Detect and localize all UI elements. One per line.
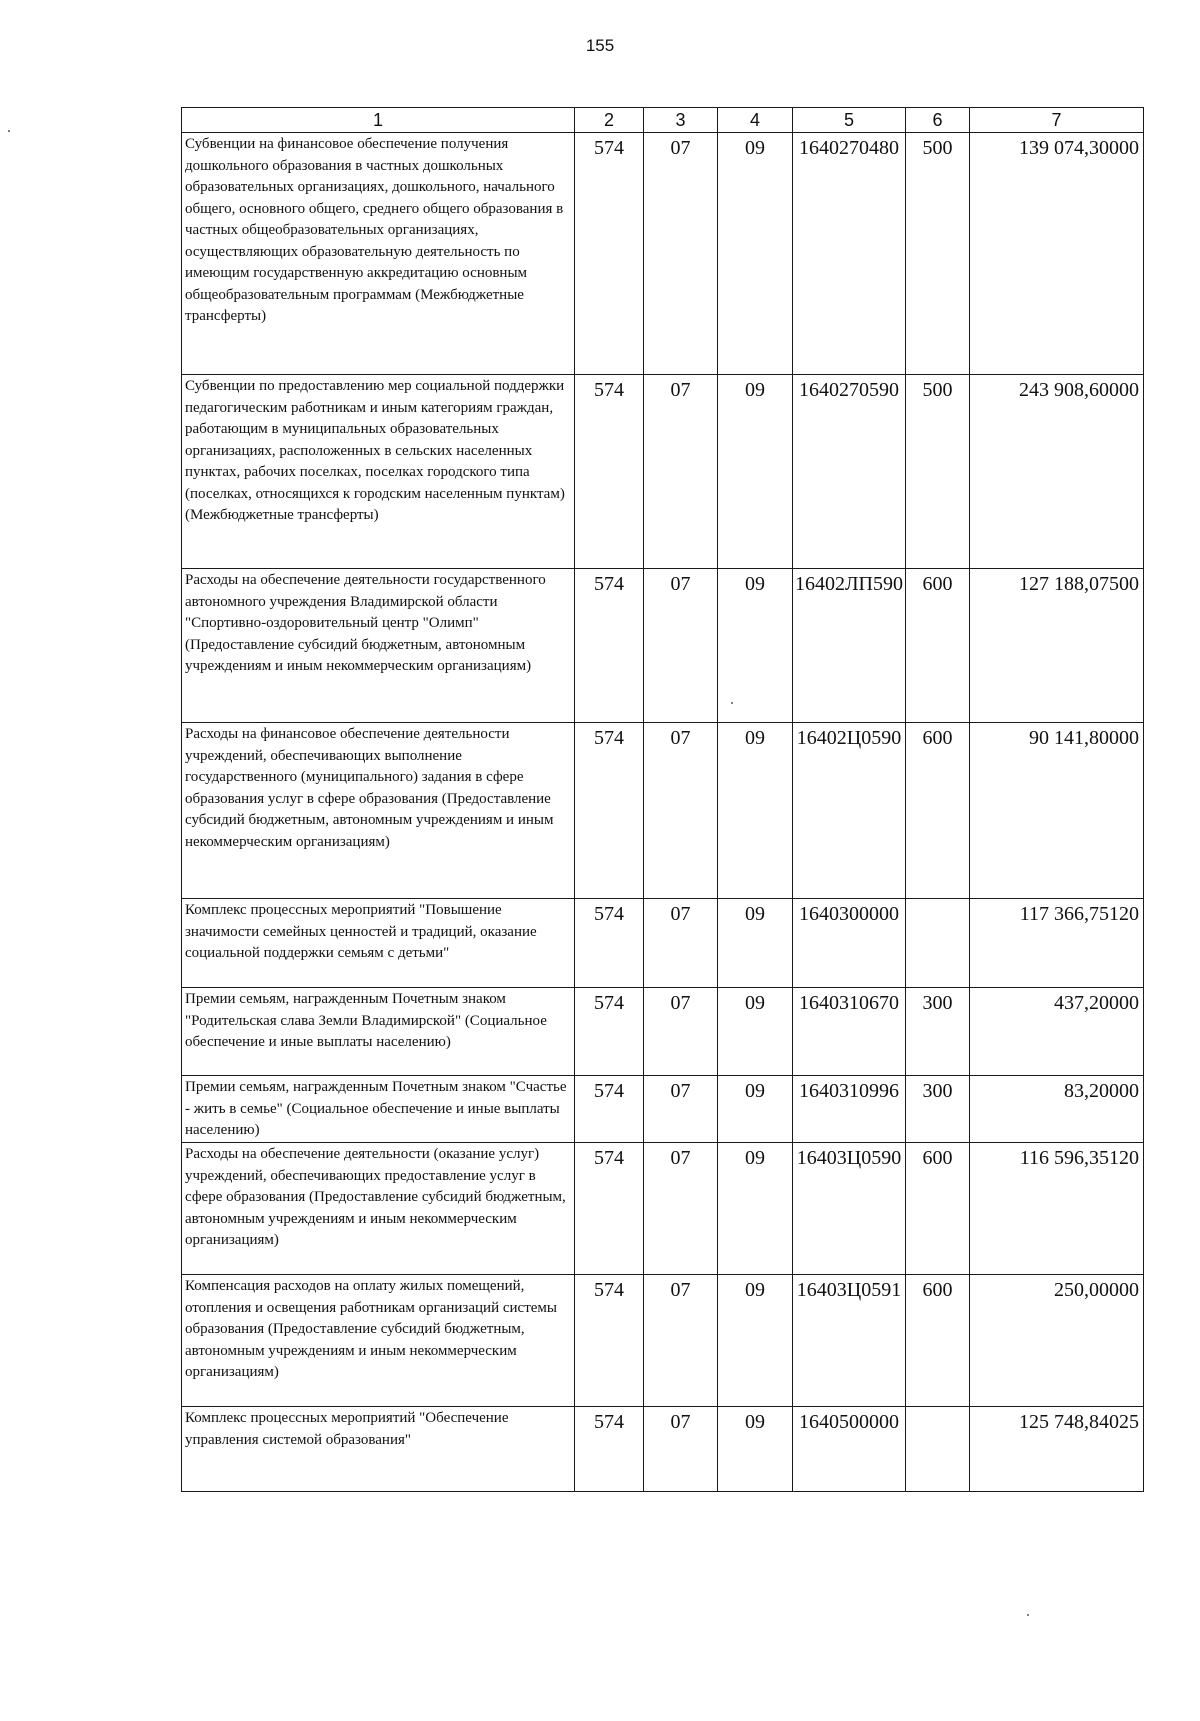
amount-value: 243 908,60000 bbox=[970, 375, 1144, 569]
column-number: 3 bbox=[644, 108, 718, 133]
table-row bbox=[182, 569, 1144, 723]
amount-value: 437,20000 bbox=[970, 988, 1144, 1076]
subsection-code: 09 bbox=[718, 1275, 793, 1407]
ministry-code: 574 bbox=[575, 1143, 644, 1275]
table-row bbox=[182, 988, 1144, 1076]
row-description: Комплекс процессных мероприятий "Повышение значимости семейных ценностей и традиций, оказание социальной поддержки семьям с детьми" bbox=[182, 899, 575, 988]
amount-value: 127 188,07500 bbox=[970, 569, 1144, 723]
table-row bbox=[182, 723, 1144, 899]
row-description: Компенсация расходов на оплату жилых помещений, отопления и освещения работникам организаций системы образования (Предоставление субсидий бюджетным, автономным учреждениям и иным некоммерческим организациям) bbox=[182, 1275, 575, 1407]
table-row bbox=[182, 1143, 1144, 1275]
table-row bbox=[182, 1076, 1144, 1143]
section-code: 07 bbox=[644, 1143, 718, 1275]
subsection-code: 09 bbox=[718, 723, 793, 899]
expense-type-code: 600 bbox=[906, 569, 970, 723]
target-article-code: 1640310670 bbox=[793, 988, 906, 1076]
expense-type-code: 500 bbox=[906, 133, 970, 375]
target-article-code: 1640300000 bbox=[793, 899, 906, 988]
table-row bbox=[182, 133, 1144, 375]
scan-speck bbox=[731, 702, 733, 704]
amount-value: 83,20000 bbox=[970, 1076, 1144, 1143]
expense-type-code: 300 bbox=[906, 988, 970, 1076]
table-row bbox=[182, 1275, 1144, 1407]
ministry-code: 574 bbox=[575, 1407, 644, 1492]
section-code: 07 bbox=[644, 375, 718, 569]
row-description: Расходы на финансовое обеспечение деятельности учреждений, обеспечивающих выполнение государственного (муниципального) задания в сфере образования услуг в сфере образования (Предоставление субсидий бюджетным, автономным учреждениям и иным некоммерческим организациям) bbox=[182, 723, 575, 899]
ministry-code: 574 bbox=[575, 988, 644, 1076]
subsection-code: 09 bbox=[718, 1076, 793, 1143]
section-code: 07 bbox=[644, 988, 718, 1076]
expense-type-code: 600 bbox=[906, 723, 970, 899]
page-number: 155 bbox=[585, 36, 615, 55]
column-number: 6 bbox=[906, 108, 970, 133]
expense-type-code: 600 bbox=[906, 1143, 970, 1275]
section-code: 07 bbox=[644, 133, 718, 375]
column-number: 2 bbox=[575, 108, 644, 133]
subsection-code: 09 bbox=[718, 569, 793, 723]
row-description: Премии семьям, награжденным Почетным знаком "Счастье - жить в семье" (Социальное обеспечение и иные выплаты населению) bbox=[182, 1076, 575, 1143]
amount-value: 250,00000 bbox=[970, 1275, 1144, 1407]
target-article-code: 16402Ц0590 bbox=[793, 723, 906, 899]
target-article-code: 1640310996 bbox=[793, 1076, 906, 1143]
expense-type-code: 500 bbox=[906, 375, 970, 569]
ministry-code: 574 bbox=[575, 1275, 644, 1407]
expense-type-code: 300 bbox=[906, 1076, 970, 1143]
ministry-code: 574 bbox=[575, 569, 644, 723]
budget-table bbox=[181, 107, 1144, 1492]
subsection-code: 09 bbox=[718, 1143, 793, 1275]
target-article-code: 16403Ц0590 bbox=[793, 1143, 906, 1275]
row-description: Субвенции по предоставлению мер социальной поддержки педагогическим работникам и иным категориям граждан, работающим в муниципальных образовательных организациях, расположенных в сельских населенных пунктах, рабочих поселках, поселках городского типа (поселках, относящихся к городским населенным пунктам) (Межбюджетные трансферты) bbox=[182, 375, 575, 569]
amount-value: 139 074,30000 bbox=[970, 133, 1144, 375]
target-article-code: 16403Ц0591 bbox=[793, 1275, 906, 1407]
target-article-code: 1640270480 bbox=[793, 133, 906, 375]
target-article-code: 1640500000 bbox=[793, 1407, 906, 1492]
column-number: 4 bbox=[718, 108, 793, 133]
scan-speck bbox=[1027, 1614, 1029, 1616]
row-description: Премии семьям, награжденным Почетным знаком "Родительская слава Земли Владимирской" (Социальное обеспечение и иные выплаты населению) bbox=[182, 988, 575, 1076]
subsection-code: 09 bbox=[718, 375, 793, 569]
column-number: 7 bbox=[970, 108, 1144, 133]
column-number: 5 bbox=[793, 108, 906, 133]
expense-type-code bbox=[906, 899, 970, 988]
section-code: 07 bbox=[644, 899, 718, 988]
expense-type-code bbox=[906, 1407, 970, 1492]
subsection-code: 09 bbox=[718, 988, 793, 1076]
subsection-code: 09 bbox=[718, 133, 793, 375]
amount-value: 117 366,75120 bbox=[970, 899, 1144, 988]
amount-value: 116 596,35120 bbox=[970, 1143, 1144, 1275]
section-code: 07 bbox=[644, 1407, 718, 1492]
table-row bbox=[182, 375, 1144, 569]
column-number-row bbox=[182, 108, 1144, 133]
row-description: Комплекс процессных мероприятий "Обеспечение управления системой образования" bbox=[182, 1407, 575, 1492]
ministry-code: 574 bbox=[575, 899, 644, 988]
amount-value: 90 141,80000 bbox=[970, 723, 1144, 899]
scan-speck bbox=[8, 130, 10, 132]
ministry-code: 574 bbox=[575, 723, 644, 899]
row-description: Расходы на обеспечение деятельности государственного автономного учреждения Владимирской области "Спортивно-оздоровительный центр "Олимп" (Предоставление субсидий бюджетным, автономным учреждениям и иным некоммерческим организациям) bbox=[182, 569, 575, 723]
section-code: 07 bbox=[644, 569, 718, 723]
expense-type-code: 600 bbox=[906, 1275, 970, 1407]
target-article-code: 16402ЛП590 bbox=[793, 569, 906, 723]
ministry-code: 574 bbox=[575, 375, 644, 569]
ministry-code: 574 bbox=[575, 1076, 644, 1143]
subsection-code: 09 bbox=[718, 899, 793, 988]
subsection-code: 09 bbox=[718, 1407, 793, 1492]
section-code: 07 bbox=[644, 1076, 718, 1143]
row-description: Расходы на обеспечение деятельности (оказание услуг) учреждений, обеспечивающих предоставление услуг в сфере образования (Предоставление субсидий бюджетным, автономным учреждениям и иным некоммерческим организациям) bbox=[182, 1143, 575, 1275]
ministry-code: 574 bbox=[575, 133, 644, 375]
section-code: 07 bbox=[644, 1275, 718, 1407]
table-row bbox=[182, 899, 1144, 988]
column-number: 1 bbox=[182, 108, 575, 133]
row-description: Субвенции на финансовое обеспечение получения дошкольного образования в частных дошкольных образовательных организациях, дошкольного, начального общего, основного общего, среднего общего образования в частных общеобразовательных организациях, осуществляющих образовательную деятельность по имеющим государственную аккредитацию основным общеобразовательным программам (Межбюджетные трансферты) bbox=[182, 133, 575, 375]
amount-value: 125 748,84025 bbox=[970, 1407, 1144, 1492]
table-row bbox=[182, 1407, 1144, 1492]
target-article-code: 1640270590 bbox=[793, 375, 906, 569]
section-code: 07 bbox=[644, 723, 718, 899]
